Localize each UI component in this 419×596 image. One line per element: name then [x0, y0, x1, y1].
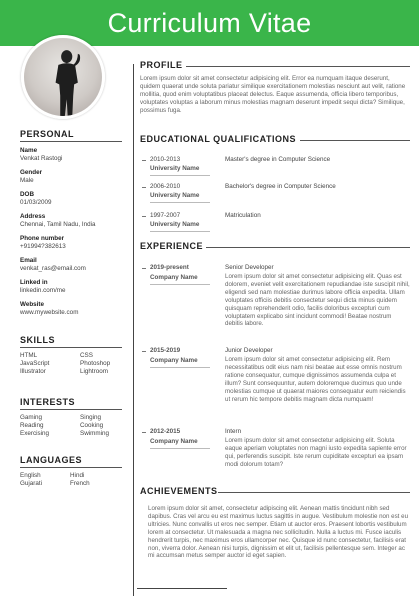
education-period: 2010-2013: [150, 156, 181, 163]
personal-rule: [20, 141, 122, 142]
experience-role: Intern: [225, 428, 242, 435]
skill-item: Photoshop: [80, 360, 111, 367]
phone-value: +91994?382613: [20, 243, 66, 250]
education-underline: [150, 175, 210, 176]
achievements-rule: [218, 492, 410, 493]
experience-underline: [150, 448, 210, 449]
education-underline: [150, 231, 210, 232]
interests-rule: [20, 409, 122, 410]
dob-value: 01/03/2009: [20, 199, 52, 206]
experience-period: 2012-2015: [150, 428, 181, 435]
experience-description: Lorem ipsum dolor sit amet consectetur adipisicing elit. Rem necessitatibus odit eius nam nisi beatae aut esse omnis nostrum ratione consequatur, cumque dignissimos assumenda culpa et illum? Sunt consequuntur, autem doloremque ducimus quo unde molestias cumque ut quaerat maiores consequatur eum reiciendis ut rerum hic tempore debitis magnam dicta numquam!: [225, 356, 406, 403]
interest-item: Reading: [20, 422, 44, 429]
interest-item: Cooking: [80, 422, 104, 429]
education-rule: [300, 140, 410, 141]
interests-heading: INTERESTS: [20, 397, 76, 407]
experience-company: Company Name: [150, 274, 198, 281]
linkedin-label: Linked in: [20, 279, 48, 286]
language-item: Hindi: [70, 472, 85, 479]
education-bullet: [142, 216, 146, 217]
gender-label: Gender: [20, 169, 43, 176]
education-bullet: [142, 187, 146, 188]
achievements-heading: ACHIEVEMENTS: [140, 486, 218, 496]
skills-list: [20, 352, 128, 375]
profile-text: Lorem ipsum dolor sit amet consectetur adipisicing elit. Error ea numquam itaque deserunt, quidem quaerat unde soluta pariatur similique exercitationem molestias nesciunt aut velit, ratione mollitia, quod enim voluptatibus placeat delectus. Eaque assumenda, officia libero temporibus, voluptates voluptas a laborum minus molestias magnam deserunt impedit sequi dicta? Similique, possimus fuga.: [140, 75, 406, 114]
education-period: 1997-2007: [150, 212, 181, 219]
education-heading: EDUCATIONAL QUALIFICATIONS: [140, 134, 296, 144]
skills-heading: SKILLS: [20, 335, 56, 345]
education-degree: Bachelor's degree in Computer Science: [225, 183, 336, 190]
personal-heading: PERSONAL: [20, 129, 75, 139]
name-label: Name: [20, 147, 38, 154]
website-label: Website: [20, 301, 45, 308]
interest-item: Gaming: [20, 414, 43, 421]
education-institution: University Name: [150, 165, 200, 172]
address-value: Chennai, Tamil Nadu, India: [20, 221, 96, 228]
gender-value: Male: [20, 177, 34, 184]
profile-rule: [186, 66, 410, 67]
languages-rule: [20, 467, 122, 468]
education-period: 2006-2010: [150, 183, 181, 190]
email-value: venkat_ras@email.com: [20, 265, 86, 272]
experience-company: Company Name: [150, 357, 198, 364]
person-silhouette-icon: [24, 38, 102, 116]
experience-underline: [150, 284, 210, 285]
website-value: www.mywebsite.com: [20, 309, 79, 316]
interest-item: Singing: [80, 414, 102, 421]
education-degree: Master's degree in Computer Science: [225, 156, 331, 163]
footer-rule: [137, 588, 227, 589]
experience-underline: [150, 367, 210, 368]
profile-heading: PROFILE: [140, 60, 183, 70]
skills-rule: [20, 347, 122, 348]
linkedin-value: linkedin.com/me: [20, 287, 66, 294]
education-underline: [150, 202, 210, 203]
skill-item: Lightroom: [80, 368, 109, 375]
experience-description: Lorem ipsum dolor sit amet consectetur adipisicing elit. Soluta eaque aperiam voluptates non magni iusto expedita sapiente error qui, perferendis suscipit. Iste rerum cupiditate excepturi ea ipsam modi dolorum totam?: [225, 437, 407, 468]
experience-bullet: [142, 432, 146, 433]
education-bullet: [142, 160, 146, 161]
column-divider: [133, 64, 134, 596]
name-value: Venkat Rastogi: [20, 155, 63, 162]
skill-item: CSS: [80, 352, 93, 359]
dob-label: DOB: [20, 191, 34, 198]
education-degree: Matriculation: [225, 212, 261, 219]
experience-period: 2015-2019: [150, 347, 181, 354]
experience-description: Lorem ipsum dolor sit amet consectetur adipisicing elit. Quas est dolorem, eveniet velit exercitationem repudiandae iste suscipit nihil, eligendi sed nam molestiae durimus labore officia expedita. Ullam voluptates officiis debitis consectetur sequi dicta minus quidem quisquam reprehenderit odio, facilis doloribus excepturi cum voluptatem explicabo sint incidunt commodi! Beatae nostrum debitis labore.: [225, 273, 410, 328]
interest-item: Exercising: [20, 430, 50, 437]
experience-company: Company Name: [150, 438, 198, 445]
achievements-text: Lorem ipsum dolor sit amet, consectetur adipiscing elit. Aenean mattis tincidunt nibh sed dapibus. Cras vel arcu eu est maximus luctus sagittis in augue. Vestibulum molestie non est eu ultricies. Nunc convallis ut eros nec semper. Etiam ut auctor eros. Praesent lobortis vestibulum lorem at consectetur. Ut malesuada a magna nec sollicitudin. Nulla a luctus mi. Fusce iaculis hendrerit turpis, nec maximus eros ullamcorper nec. Quisque id nunc consectetur, facilisis erat non, viverra dolor. Aenean nisi turpis, dignissim et elit ut, facilisis pellentesque sem. Integer ac mi accumsan metus semper auctor id eget sapien.: [148, 505, 409, 560]
skill-item: JavaScript: [20, 360, 50, 367]
interest-item: Swimming: [80, 430, 110, 437]
document-title: Curriculum Vitae: [107, 7, 312, 38]
language-item: Gujarati: [20, 480, 43, 487]
experience-bullet: [142, 268, 146, 269]
email-label: Email: [20, 257, 37, 264]
language-item: French: [70, 480, 90, 487]
language-item: English: [20, 472, 41, 479]
languages-list: [20, 472, 128, 487]
interests-list: [20, 414, 128, 437]
education-institution: University Name: [150, 192, 200, 199]
experience-role: Junior Developer: [225, 347, 273, 354]
skill-item: HTML: [20, 352, 38, 359]
address-label: Address: [20, 213, 46, 220]
profile-photo: [21, 35, 105, 119]
education-institution: University Name: [150, 221, 200, 228]
experience-bullet: [142, 351, 146, 352]
experience-rule: [206, 247, 410, 248]
languages-heading: LANGUAGES: [20, 455, 83, 465]
experience-role: Senior Developer: [225, 264, 274, 271]
phone-label: Phone number: [20, 235, 65, 242]
experience-period: 2019-present: [150, 264, 189, 271]
skill-item: Illustrator: [20, 368, 46, 375]
experience-heading: EXPERIENCE: [140, 241, 204, 251]
